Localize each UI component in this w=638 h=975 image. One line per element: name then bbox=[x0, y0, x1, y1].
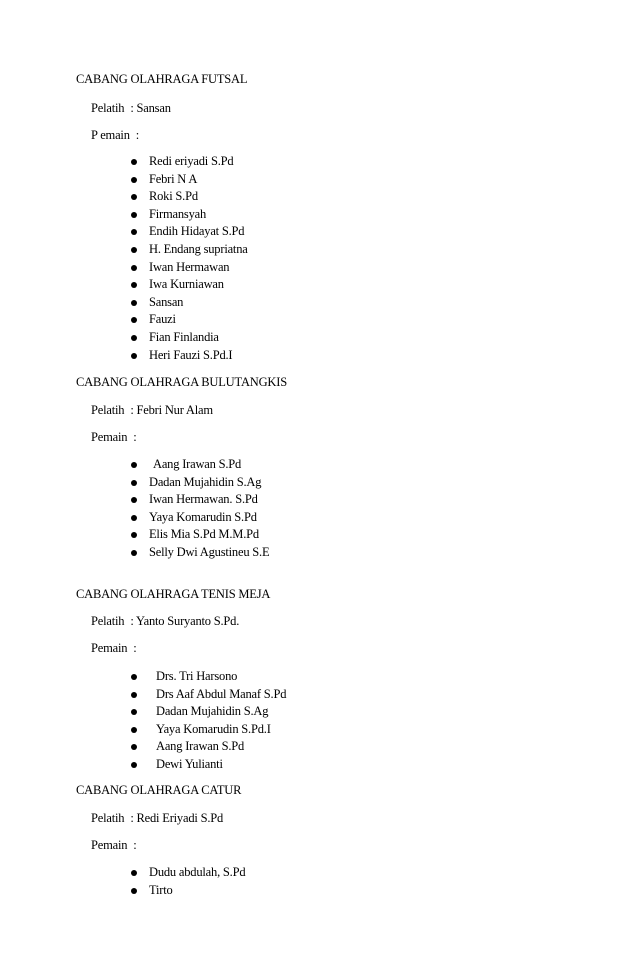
section-heading-futsal: CABANG OLAHRAGA FUTSAL bbox=[76, 72, 248, 86]
players-line-bulutangkis bbox=[91, 430, 137, 445]
players-label: P emain bbox=[91, 128, 130, 142]
list-item bbox=[130, 474, 269, 492]
players-label: Pemain bbox=[91, 430, 128, 444]
bullet-icon bbox=[131, 229, 137, 235]
bullet-icon bbox=[131, 762, 137, 768]
player-name: Dadan Mujahidin S.Ag bbox=[156, 704, 269, 719]
player-name: Elis Mia S.Pd M.M.Pd bbox=[149, 527, 259, 542]
player-name: Fian Finlandia bbox=[149, 329, 219, 344]
player-name: Yaya Komarudin S.Pd.I bbox=[156, 721, 271, 736]
player-name: Roki S.Pd bbox=[149, 189, 198, 204]
bullet-icon bbox=[131, 744, 137, 750]
bullet-icon bbox=[131, 870, 137, 876]
bullet-icon bbox=[131, 335, 137, 341]
list-item bbox=[130, 456, 269, 474]
player-name: Dudu abdulah, S.Pd bbox=[149, 865, 246, 879]
coach-line-tenis-meja bbox=[91, 614, 239, 629]
list-item bbox=[130, 491, 269, 509]
bullet-icon bbox=[131, 300, 137, 306]
player-name: Tirto bbox=[149, 882, 173, 897]
list-item bbox=[130, 526, 269, 544]
players-list-tenis-meja bbox=[130, 668, 286, 774]
player-name: Heri Fauzi S.Pd.I bbox=[149, 347, 233, 362]
player-name: Dewi Yulianti bbox=[156, 756, 223, 771]
list-item bbox=[130, 721, 286, 739]
players-label: Pemain bbox=[91, 838, 128, 852]
players-separator: : bbox=[133, 838, 137, 852]
list-item bbox=[130, 686, 286, 704]
bullet-icon bbox=[131, 212, 137, 218]
list-item bbox=[130, 347, 248, 365]
player-name: Sansan bbox=[149, 294, 184, 309]
list-item bbox=[130, 241, 248, 259]
coach-value: : Redi Eriyadi S.Pd bbox=[130, 811, 224, 825]
players-list-futsal bbox=[130, 153, 248, 364]
player-name: Firmansyah bbox=[149, 206, 207, 221]
section-heading-catur: CABANG OLAHRAGA CATUR bbox=[76, 783, 242, 797]
section-heading-bulutangkis: CABANG OLAHRAGA BULUTANGKIS bbox=[76, 375, 287, 389]
coach-value: : Sansan bbox=[130, 101, 171, 115]
list-item bbox=[130, 509, 269, 527]
players-label: Pemain bbox=[91, 641, 128, 655]
players-list-catur bbox=[130, 864, 245, 899]
bullet-icon bbox=[131, 247, 137, 253]
player-name: Redi eriyadi S.Pd bbox=[149, 154, 234, 168]
players-separator: : bbox=[133, 430, 137, 444]
player-name: Iwan Hermawan. S.Pd bbox=[149, 492, 258, 507]
bullet-icon bbox=[131, 194, 137, 200]
list-item bbox=[130, 259, 248, 277]
bullet-icon bbox=[131, 550, 137, 556]
bullet-icon bbox=[131, 265, 137, 271]
bullet-icon bbox=[131, 888, 137, 894]
bullet-icon bbox=[131, 532, 137, 538]
players-line-catur bbox=[91, 838, 137, 853]
coach-label: Pelatih bbox=[91, 614, 125, 628]
player-name: Drs. Tri Harsono bbox=[156, 669, 238, 683]
player-name: Febri N A bbox=[149, 171, 198, 186]
players-separator: : bbox=[135, 128, 140, 142]
bullet-icon bbox=[131, 462, 137, 468]
players-list-bulutangkis bbox=[130, 456, 269, 562]
coach-line-catur bbox=[91, 811, 223, 826]
list-item bbox=[130, 188, 248, 206]
bullet-icon bbox=[131, 177, 137, 183]
coach-value: : Febri Nur Alam bbox=[130, 403, 213, 417]
list-item bbox=[130, 206, 248, 224]
list-item bbox=[130, 276, 248, 294]
bullet-icon bbox=[131, 497, 137, 503]
players-separator: : bbox=[133, 641, 137, 655]
list-item bbox=[130, 171, 248, 189]
bullet-icon bbox=[131, 515, 137, 521]
coach-label: Pelatih bbox=[91, 403, 125, 417]
list-item bbox=[130, 738, 286, 756]
bullet-icon bbox=[131, 727, 137, 733]
section-heading-tenis-meja: CABANG OLAHRAGA TENIS MEJA bbox=[76, 587, 271, 601]
player-name: Selly Dwi Agustineu S.E bbox=[149, 544, 270, 559]
player-name: Iwa Kurniawan bbox=[149, 277, 224, 292]
coach-line-bulutangkis bbox=[91, 403, 213, 418]
list-item bbox=[130, 329, 248, 347]
coach-label: Pelatih bbox=[91, 101, 125, 115]
bullet-icon bbox=[131, 674, 137, 680]
list-item bbox=[130, 544, 269, 562]
list-item bbox=[130, 756, 286, 774]
list-item bbox=[130, 311, 248, 329]
player-name: Dadan Mujahidin S.Ag bbox=[149, 474, 262, 489]
coach-line-futsal bbox=[91, 101, 171, 116]
list-item bbox=[130, 294, 248, 312]
bullet-icon bbox=[131, 282, 137, 288]
list-item bbox=[130, 864, 245, 882]
bullet-icon bbox=[131, 159, 137, 165]
bullet-icon bbox=[131, 317, 137, 323]
player-name: Aang Irawan S.Pd bbox=[156, 739, 245, 754]
player-name: Endih Hidayat S.Pd bbox=[149, 224, 245, 239]
coach-label: Pelatih bbox=[91, 811, 125, 825]
player-name: Fauzi bbox=[149, 312, 176, 327]
players-line-tenis-meja bbox=[91, 641, 137, 656]
player-name: Iwan Hermawan bbox=[149, 259, 230, 274]
list-item bbox=[130, 668, 286, 686]
player-name: H. Endang supriatna bbox=[149, 241, 248, 256]
player-name: Aang Irawan S.Pd bbox=[153, 457, 242, 471]
list-item bbox=[130, 703, 286, 721]
list-item bbox=[130, 223, 248, 241]
players-line-futsal bbox=[91, 128, 139, 143]
bullet-icon bbox=[131, 709, 137, 715]
bullet-icon bbox=[131, 692, 137, 698]
list-item bbox=[130, 153, 248, 171]
player-name: Drs Aaf Abdul Manaf S.Pd bbox=[156, 686, 287, 701]
coach-value: : Yanto Suryanto S.Pd. bbox=[130, 614, 240, 628]
list-item bbox=[130, 882, 245, 900]
bullet-icon bbox=[131, 353, 137, 359]
bullet-icon bbox=[131, 480, 137, 486]
player-name: Yaya Komarudin S.Pd bbox=[149, 509, 257, 524]
